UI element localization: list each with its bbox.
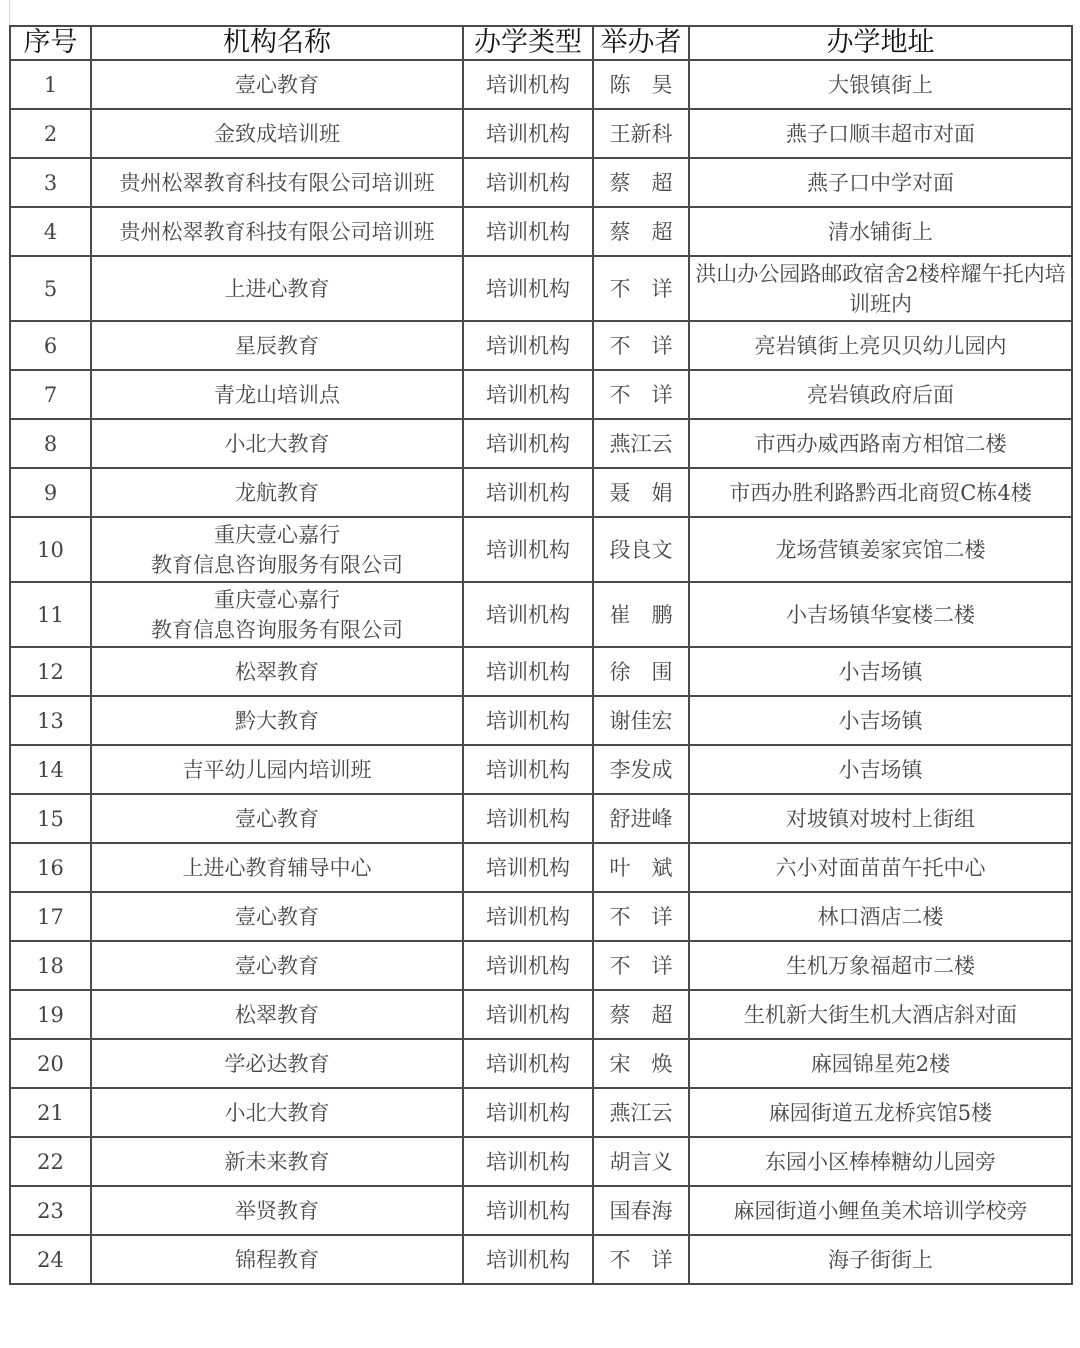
cell-school-type: 培训机构 <box>463 370 593 419</box>
cell-organizer: 蔡 超 <box>593 158 689 207</box>
cell-serial: 11 <box>10 582 91 647</box>
cell-serial: 1 <box>10 60 91 109</box>
cell-school-type: 培训机构 <box>463 647 593 696</box>
table-row <box>10 370 1072 419</box>
cell-address: 小吉场镇 <box>689 647 1072 696</box>
cell-organizer: 不 详 <box>593 892 689 941</box>
table-row <box>10 843 1072 892</box>
cell-serial: 16 <box>10 843 91 892</box>
cell-organizer: 不 详 <box>593 256 689 321</box>
table-row <box>10 1088 1072 1137</box>
cell-organizer: 崔 鹏 <box>593 582 689 647</box>
cell-school-type: 培训机构 <box>463 843 593 892</box>
cell-address: 亮岩镇街上亮贝贝幼儿园内 <box>689 321 1072 370</box>
table-row <box>10 892 1072 941</box>
cell-organizer: 国春海 <box>593 1186 689 1235</box>
cell-serial: 12 <box>10 647 91 696</box>
cell-institution-name: 壹心教育 <box>91 794 463 843</box>
table-row <box>10 990 1072 1039</box>
cell-school-type: 培训机构 <box>463 1137 593 1186</box>
table-row <box>10 941 1072 990</box>
cell-school-type: 培训机构 <box>463 990 593 1039</box>
table-row <box>10 158 1072 207</box>
header-address: 办学地址 <box>689 26 1072 60</box>
cell-organizer: 王新科 <box>593 109 689 158</box>
table-row <box>10 60 1072 109</box>
cell-school-type: 培训机构 <box>463 256 593 321</box>
table-row <box>10 745 1072 794</box>
table-row <box>10 419 1072 468</box>
cell-address: 麻园街道小鲤鱼美术培训学校旁 <box>689 1186 1072 1235</box>
cell-address: 东园小区棒棒糖幼儿园旁 <box>689 1137 1072 1186</box>
cell-serial: 13 <box>10 696 91 745</box>
cell-institution-name: 壹心教育 <box>91 941 463 990</box>
cell-serial: 23 <box>10 1186 91 1235</box>
table-row <box>10 517 1072 582</box>
cell-institution-name: 金致成培训班 <box>91 109 463 158</box>
institution-table <box>9 25 1073 1285</box>
cell-serial: 22 <box>10 1137 91 1186</box>
cell-institution-name: 松翠教育 <box>91 990 463 1039</box>
cell-serial: 8 <box>10 419 91 468</box>
cell-serial: 3 <box>10 158 91 207</box>
table-row <box>10 647 1072 696</box>
cell-serial: 4 <box>10 207 91 256</box>
cell-school-type: 培训机构 <box>463 1039 593 1088</box>
cell-institution-name: 学必达教育 <box>91 1039 463 1088</box>
cell-organizer: 陈 昊 <box>593 60 689 109</box>
table-row <box>10 256 1072 321</box>
cell-serial: 18 <box>10 941 91 990</box>
cell-serial: 21 <box>10 1088 91 1137</box>
cell-organizer: 蔡 超 <box>593 207 689 256</box>
cell-organizer: 蔡 超 <box>593 990 689 1039</box>
cell-institution-name: 重庆壹心嘉行 教育信息咨询服务有限公司 <box>91 517 463 582</box>
cell-serial: 14 <box>10 745 91 794</box>
cell-organizer: 胡言义 <box>593 1137 689 1186</box>
cell-address: 清水铺街上 <box>689 207 1072 256</box>
table-row <box>10 207 1072 256</box>
cell-school-type: 培训机构 <box>463 1235 593 1284</box>
header-institution-name: 机构名称 <box>91 26 463 60</box>
page-edge-rule <box>9 0 10 25</box>
cell-institution-name: 举贤教育 <box>91 1186 463 1235</box>
cell-address: 六小对面苗苗午托中心 <box>689 843 1072 892</box>
cell-organizer: 宋 焕 <box>593 1039 689 1088</box>
table-row <box>10 1137 1072 1186</box>
cell-address: 亮岩镇政府后面 <box>689 370 1072 419</box>
cell-organizer: 段良文 <box>593 517 689 582</box>
header-serial: 序号 <box>10 26 91 60</box>
cell-institution-name: 龙航教育 <box>91 468 463 517</box>
cell-institution-name: 贵州松翠教育科技有限公司培训班 <box>91 158 463 207</box>
table-row <box>10 1186 1072 1235</box>
cell-serial: 7 <box>10 370 91 419</box>
cell-organizer: 不 详 <box>593 370 689 419</box>
cell-address: 生机新大街生机大酒店斜对面 <box>689 990 1072 1039</box>
table-row <box>10 321 1072 370</box>
header-school-type: 办学类型 <box>463 26 593 60</box>
cell-organizer: 不 详 <box>593 941 689 990</box>
table-header-row <box>10 26 1072 60</box>
cell-address: 麻园街道五龙桥宾馆5楼 <box>689 1088 1072 1137</box>
cell-institution-name: 贵州松翠教育科技有限公司培训班 <box>91 207 463 256</box>
table-row <box>10 696 1072 745</box>
cell-organizer: 李发成 <box>593 745 689 794</box>
cell-institution-name: 小北大教育 <box>91 1088 463 1137</box>
cell-school-type: 培训机构 <box>463 60 593 109</box>
cell-institution-name: 重庆壹心嘉行 教育信息咨询服务有限公司 <box>91 582 463 647</box>
table-row <box>10 468 1072 517</box>
cell-school-type: 培训机构 <box>463 1088 593 1137</box>
cell-institution-name: 锦程教育 <box>91 1235 463 1284</box>
cell-address: 小吉场镇 <box>689 745 1072 794</box>
cell-address: 小吉场镇华宴楼二楼 <box>689 582 1072 647</box>
cell-organizer: 燕江云 <box>593 419 689 468</box>
cell-serial: 19 <box>10 990 91 1039</box>
cell-organizer: 不 详 <box>593 1235 689 1284</box>
cell-organizer: 徐 围 <box>593 647 689 696</box>
cell-serial: 20 <box>10 1039 91 1088</box>
cell-institution-name: 星辰教育 <box>91 321 463 370</box>
cell-school-type: 培训机构 <box>463 321 593 370</box>
table-row <box>10 794 1072 843</box>
table-row <box>10 582 1072 647</box>
cell-address: 麻园锦星苑2楼 <box>689 1039 1072 1088</box>
cell-address: 小吉场镇 <box>689 696 1072 745</box>
cell-school-type: 培训机构 <box>463 794 593 843</box>
cell-school-type: 培训机构 <box>463 941 593 990</box>
cell-institution-name: 黔大教育 <box>91 696 463 745</box>
cell-school-type: 培训机构 <box>463 517 593 582</box>
cell-serial: 6 <box>10 321 91 370</box>
cell-school-type: 培训机构 <box>463 158 593 207</box>
cell-address: 龙场营镇姜家宾馆二楼 <box>689 517 1072 582</box>
cell-organizer: 叶 斌 <box>593 843 689 892</box>
cell-address: 燕子口顺丰超市对面 <box>689 109 1072 158</box>
cell-address: 市西办胜利路黔西北商贸C栋4楼 <box>689 468 1072 517</box>
cell-serial: 24 <box>10 1235 91 1284</box>
cell-serial: 10 <box>10 517 91 582</box>
cell-organizer: 燕江云 <box>593 1088 689 1137</box>
cell-address: 洪山办公园路邮政宿舍2楼梓耀午托内培训班内 <box>689 256 1072 321</box>
table-row <box>10 109 1072 158</box>
cell-institution-name: 小北大教育 <box>91 419 463 468</box>
cell-address: 海子街街上 <box>689 1235 1072 1284</box>
cell-serial: 5 <box>10 256 91 321</box>
cell-institution-name: 吉平幼儿园内培训班 <box>91 745 463 794</box>
header-organizer: 举办者 <box>593 26 689 60</box>
cell-institution-name: 青龙山培训点 <box>91 370 463 419</box>
cell-address: 对坡镇对坡村上街组 <box>689 794 1072 843</box>
cell-organizer: 舒进峰 <box>593 794 689 843</box>
cell-institution-name: 壹心教育 <box>91 892 463 941</box>
cell-school-type: 培训机构 <box>463 468 593 517</box>
cell-institution-name: 上进心教育 <box>91 256 463 321</box>
cell-address: 市西办威西路南方相馆二楼 <box>689 419 1072 468</box>
cell-address: 燕子口中学对面 <box>689 158 1072 207</box>
cell-serial: 15 <box>10 794 91 843</box>
cell-address: 林口酒店二楼 <box>689 892 1072 941</box>
cell-institution-name: 壹心教育 <box>91 60 463 109</box>
cell-school-type: 培训机构 <box>463 582 593 647</box>
cell-school-type: 培训机构 <box>463 1186 593 1235</box>
cell-school-type: 培训机构 <box>463 892 593 941</box>
cell-school-type: 培训机构 <box>463 696 593 745</box>
cell-institution-name: 上进心教育辅导中心 <box>91 843 463 892</box>
cell-institution-name: 新未来教育 <box>91 1137 463 1186</box>
cell-school-type: 培训机构 <box>463 207 593 256</box>
cell-serial: 2 <box>10 109 91 158</box>
cell-serial: 9 <box>10 468 91 517</box>
cell-school-type: 培训机构 <box>463 109 593 158</box>
cell-address: 生机万象福超市二楼 <box>689 941 1072 990</box>
cell-serial: 17 <box>10 892 91 941</box>
cell-organizer: 聂 娟 <box>593 468 689 517</box>
cell-organizer: 谢佳宏 <box>593 696 689 745</box>
cell-organizer: 不 详 <box>593 321 689 370</box>
cell-institution-name: 松翠教育 <box>91 647 463 696</box>
table-row <box>10 1039 1072 1088</box>
table-row <box>10 1235 1072 1284</box>
cell-school-type: 培训机构 <box>463 745 593 794</box>
cell-school-type: 培训机构 <box>463 419 593 468</box>
cell-address: 大银镇街上 <box>689 60 1072 109</box>
